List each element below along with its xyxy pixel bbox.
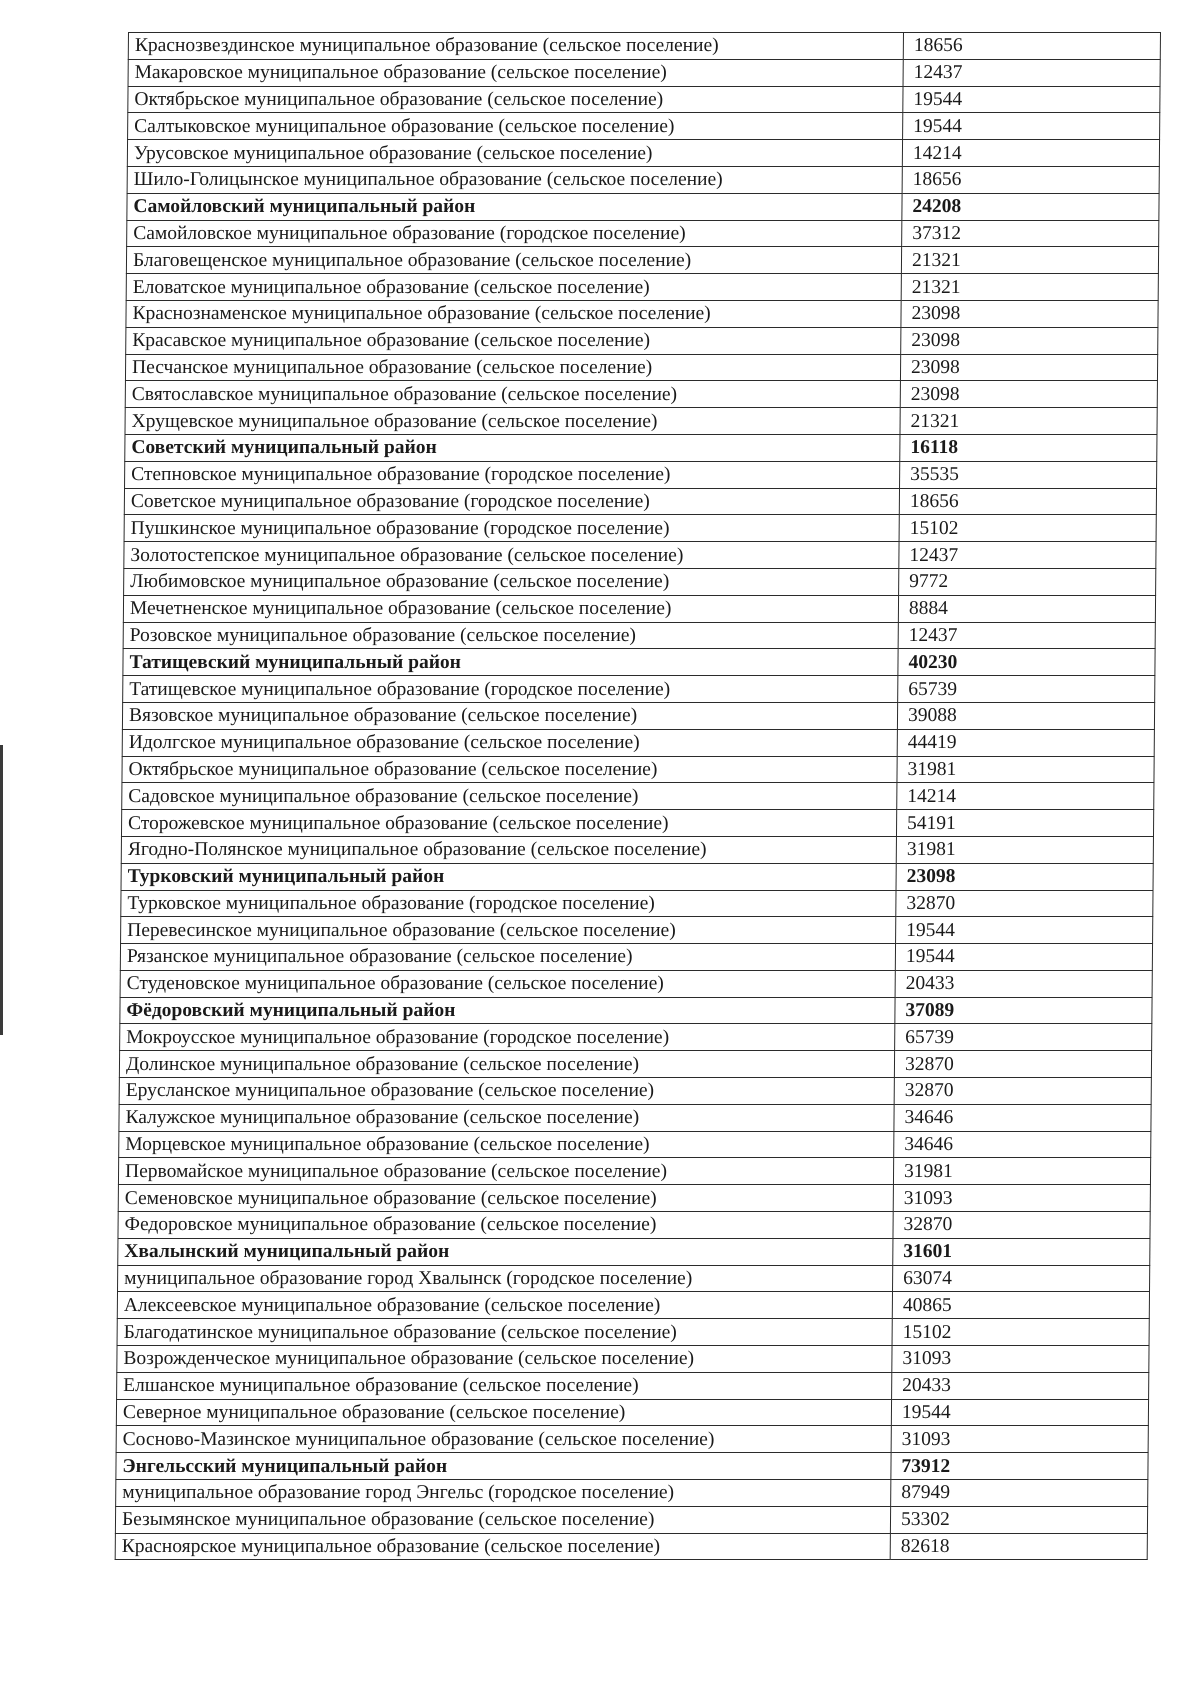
municipality-name-cell: Песчанское муниципальное образование (сельское поселение) — [125, 354, 900, 381]
municipality-name-cell: Сосново-Мазинское муниципальное образование (сельское поселение) — [116, 1426, 891, 1453]
table-row — [119, 1131, 1151, 1158]
value-cell: 19544 — [895, 944, 1152, 971]
value-cell: 23098 — [901, 300, 1158, 327]
municipality-name-cell: Студеновское муниципальное образование (сельское поселение) — [120, 970, 895, 997]
district-name-cell: Хвалынский муниципальный район — [118, 1238, 893, 1265]
value-cell: 65739 — [898, 676, 1155, 703]
value-cell: 23098 — [900, 381, 1157, 408]
table-row — [122, 702, 1154, 729]
municipality-name-cell: Турковское муниципальное образование (городское поселение) — [121, 890, 896, 917]
municipality-name-cell: Семеновское муниципальное образование (сельское поселение) — [118, 1185, 893, 1212]
value-cell: 31093 — [893, 1185, 1150, 1212]
district-row — [121, 863, 1153, 890]
municipality-name-cell: Краснозвездинское муниципальное образование (сельское поселение) — [128, 33, 903, 60]
value-cell: 18656 — [903, 33, 1160, 60]
district-name-cell: Татищевский муниципальный район — [123, 649, 898, 676]
table-row — [118, 1158, 1150, 1185]
value-cell: 39088 — [897, 702, 1154, 729]
municipality-name-cell: Татищевское муниципальное образование (городское поселение) — [123, 676, 898, 703]
table-row — [120, 970, 1152, 997]
value-cell: 18656 — [902, 166, 1159, 193]
table-row — [119, 1104, 1151, 1131]
municipality-name-cell: Алексеевское муниципальное образование (сельское поселение) — [117, 1292, 892, 1319]
value-cell: 32870 — [894, 1051, 1151, 1078]
table-row — [126, 327, 1158, 354]
table-row — [117, 1292, 1149, 1319]
district-name-cell: Самойловский муниципальный район — [127, 193, 902, 220]
district-value-cell: 73912 — [891, 1453, 1148, 1480]
table-row — [127, 140, 1159, 167]
value-cell: 15102 — [899, 515, 1156, 542]
table-row — [116, 1480, 1148, 1507]
value-cell: 19544 — [903, 113, 1160, 140]
municipality-name-cell: Федоровское муниципальное образование (сельское поселение) — [118, 1212, 893, 1239]
value-cell: 8884 — [898, 595, 1155, 622]
table-row — [122, 783, 1154, 810]
district-name-cell: Советский муниципальный район — [125, 434, 900, 461]
value-cell: 31093 — [892, 1346, 1149, 1373]
value-cell: 21321 — [901, 247, 1158, 274]
value-cell: 15102 — [892, 1319, 1149, 1346]
value-cell: 31981 — [893, 1158, 1150, 1185]
value-cell: 14214 — [902, 140, 1159, 167]
table-body — [115, 33, 1160, 1560]
municipality-name-cell: Мокроусское муниципальное образование (городское поселение) — [120, 1024, 895, 1051]
municipality-name-cell: Красноярское муниципальное образование (сельское поселение) — [115, 1533, 890, 1560]
value-cell: 34646 — [894, 1104, 1151, 1131]
district-value-cell: 40230 — [898, 649, 1155, 676]
table-row — [117, 1319, 1149, 1346]
value-cell: 19544 — [896, 917, 1153, 944]
district-name-cell: Фёдоровский муниципальный район — [120, 997, 895, 1024]
table-row — [118, 1212, 1150, 1239]
municipality-name-cell: Ягодно-Полянское муниципальное образование (сельское поселение) — [121, 836, 896, 863]
table-row — [124, 568, 1156, 595]
municipality-name-cell: Благодатинское муниципальное образование (сельское поселение) — [117, 1319, 892, 1346]
value-cell: 19544 — [903, 86, 1160, 113]
table-row — [117, 1372, 1149, 1399]
table-row — [115, 1506, 1147, 1533]
value-cell: 44419 — [897, 729, 1154, 756]
table-row — [118, 1185, 1150, 1212]
municipality-name-cell: Салтыковское муниципальное образование (сельское поселение) — [128, 113, 903, 140]
value-cell: 12437 — [899, 542, 1156, 569]
table-row — [127, 166, 1159, 193]
table-row — [128, 86, 1160, 113]
table-row — [126, 247, 1158, 274]
municipality-name-cell: Октябрьское муниципальное образование (сельское поселение) — [122, 756, 897, 783]
municipality-name-cell: Перевесинское муниципальное образование (сельское поселение) — [121, 917, 896, 944]
municipality-name-cell: Вязовское муниципальное образование (сельское поселение) — [122, 702, 897, 729]
value-cell: 23098 — [901, 327, 1158, 354]
municipal-table — [115, 32, 1161, 1560]
table-row — [126, 274, 1158, 301]
table-row — [128, 59, 1160, 86]
table-row — [124, 488, 1156, 515]
table-row — [125, 354, 1157, 381]
table-row — [128, 33, 1160, 60]
table-row — [126, 300, 1158, 327]
value-cell: 21321 — [901, 274, 1158, 301]
value-cell: 31981 — [897, 756, 1154, 783]
district-row — [118, 1238, 1150, 1265]
municipality-name-cell: Долинское муниципальное образование (сельское поселение) — [119, 1051, 894, 1078]
table-row — [115, 1533, 1147, 1560]
municipality-name-cell: Золотостепское муниципальное образование (сельское поселение) — [124, 542, 899, 569]
table-row — [123, 676, 1155, 703]
table-row — [121, 836, 1153, 863]
value-cell: 35535 — [900, 461, 1157, 488]
table-row — [127, 220, 1159, 247]
table-row — [120, 944, 1152, 971]
value-cell: 12437 — [898, 622, 1155, 649]
district-value-cell: 31601 — [893, 1238, 1150, 1265]
table-row — [122, 729, 1154, 756]
municipality-name-cell: Еловатское муниципальное образование (сельское поселение) — [126, 274, 901, 301]
district-row — [127, 193, 1159, 220]
municipality-name-cell: Северное муниципальное образование (сельское поселение) — [116, 1399, 891, 1426]
table-row — [118, 1265, 1150, 1292]
table-row — [124, 515, 1156, 542]
table-row — [124, 542, 1156, 569]
value-cell: 19544 — [891, 1399, 1148, 1426]
value-cell: 65739 — [895, 1024, 1152, 1051]
value-cell: 32870 — [894, 1078, 1151, 1105]
municipality-name-cell: Рязанское муниципальное образование (сельское поселение) — [120, 944, 895, 971]
district-row — [116, 1453, 1148, 1480]
table-row — [119, 1078, 1151, 1105]
table-row — [128, 113, 1160, 140]
district-row — [125, 434, 1157, 461]
value-cell: 34646 — [894, 1131, 1151, 1158]
table-row — [121, 890, 1153, 917]
municipality-name-cell: Шило-Голицынское муниципальное образование (сельское поселение) — [127, 166, 902, 193]
municipality-name-cell: Возрожденческое муниципальное образование (сельское поселение) — [117, 1346, 892, 1373]
table-row — [125, 408, 1157, 435]
municipality-name-cell: Святославское муниципальное образование (сельское поселение) — [125, 381, 900, 408]
value-cell: 31093 — [891, 1426, 1148, 1453]
table-row — [120, 1024, 1152, 1051]
table-row — [121, 917, 1153, 944]
value-cell: 20433 — [892, 1372, 1149, 1399]
value-cell: 32870 — [893, 1212, 1150, 1239]
municipality-name-cell: муниципальное образование город Хвалынск (городское поселение) — [118, 1265, 893, 1292]
municipality-name-cell: Сторожевское муниципальное образование (сельское поселение) — [121, 810, 896, 837]
table-container — [115, 32, 1142, 1560]
value-cell: 53302 — [890, 1506, 1147, 1533]
value-cell: 21321 — [900, 408, 1157, 435]
value-cell: 23098 — [900, 354, 1157, 381]
value-cell: 20433 — [895, 970, 1152, 997]
municipality-name-cell: Советское муниципальное образование (городское поселение) — [124, 488, 899, 515]
municipality-name-cell: Морцевское муниципальное образование (сельское поселение) — [119, 1131, 894, 1158]
table-row — [122, 756, 1154, 783]
value-cell: 37312 — [902, 220, 1159, 247]
value-cell: 32870 — [896, 890, 1153, 917]
district-name-cell: Энгельсский муниципальный район — [116, 1453, 891, 1480]
value-cell: 63074 — [893, 1265, 1150, 1292]
municipality-name-cell: Красавское муниципальное образование (сельское поселение) — [126, 327, 901, 354]
municipality-name-cell: Краснознаменское муниципальное образование (сельское поселение) — [126, 300, 901, 327]
table-row — [125, 381, 1157, 408]
municipality-name-cell: Первомайское муниципальное образование (сельское поселение) — [118, 1158, 893, 1185]
district-value-cell: 23098 — [896, 863, 1153, 890]
table-row — [123, 595, 1155, 622]
value-cell: 31981 — [896, 836, 1153, 863]
municipality-name-cell: Степновское муниципальное образование (городское поселение) — [125, 461, 900, 488]
district-name-cell: Турковский муниципальный район — [121, 863, 896, 890]
municipality-name-cell: Пушкинское муниципальное образование (городское поселение) — [124, 515, 899, 542]
municipality-name-cell: Благовещенское муниципальное образование (сельское поселение) — [126, 247, 901, 274]
municipality-name-cell: Ерусланское муниципальное образование (сельское поселение) — [119, 1078, 894, 1105]
municipality-name-cell: Макаровское муниципальное образование (сельское поселение) — [128, 59, 903, 86]
municipality-name-cell: муниципальное образование город Энгельс (городское поселение) — [116, 1480, 891, 1507]
value-cell: 87949 — [891, 1480, 1148, 1507]
municipality-name-cell: Самойловское муниципальное образование (городское поселение) — [127, 220, 902, 247]
municipality-name-cell: Октябрьское муниципальное образование (сельское поселение) — [128, 86, 903, 113]
value-cell: 9772 — [899, 568, 1156, 595]
table-row — [119, 1051, 1151, 1078]
municipality-name-cell: Хрущевское муниципальное образование (сельское поселение) — [125, 408, 900, 435]
district-value-cell: 37089 — [895, 997, 1152, 1024]
scan-margin-mark — [0, 745, 3, 1035]
municipality-name-cell: Любимовское муниципальное образование (сельское поселение) — [124, 568, 899, 595]
value-cell: 12437 — [903, 59, 1160, 86]
table-row — [117, 1346, 1149, 1373]
value-cell: 40865 — [892, 1292, 1149, 1319]
municipality-name-cell: Мечетненское муниципальное образование (сельское поселение) — [123, 595, 898, 622]
table-row — [116, 1426, 1148, 1453]
table-row — [123, 622, 1155, 649]
district-value-cell: 24208 — [902, 193, 1159, 220]
table-row — [116, 1399, 1148, 1426]
municipality-name-cell: Калужское муниципальное образование (сельское поселение) — [119, 1104, 894, 1131]
municipality-name-cell: Идолгское муниципальное образование (сельское поселение) — [122, 729, 897, 756]
value-cell: 54191 — [896, 810, 1153, 837]
municipality-name-cell: Садовское муниципальное образование (сельское поселение) — [122, 783, 897, 810]
municipality-name-cell: Елшанское муниципальное образование (сельское поселение) — [117, 1372, 892, 1399]
table-row — [121, 810, 1153, 837]
district-row — [120, 997, 1152, 1024]
district-row — [123, 649, 1155, 676]
municipality-name-cell: Розовское муниципальное образование (сельское поселение) — [123, 622, 898, 649]
value-cell: 14214 — [897, 783, 1154, 810]
table-row — [125, 461, 1157, 488]
value-cell: 18656 — [899, 488, 1156, 515]
value-cell: 82618 — [890, 1533, 1147, 1560]
municipality-name-cell: Безымянское муниципальное образование (сельское поселение) — [115, 1506, 890, 1533]
district-value-cell: 16118 — [900, 434, 1157, 461]
municipality-name-cell: Урусовское муниципальное образование (сельское поселение) — [127, 140, 902, 167]
